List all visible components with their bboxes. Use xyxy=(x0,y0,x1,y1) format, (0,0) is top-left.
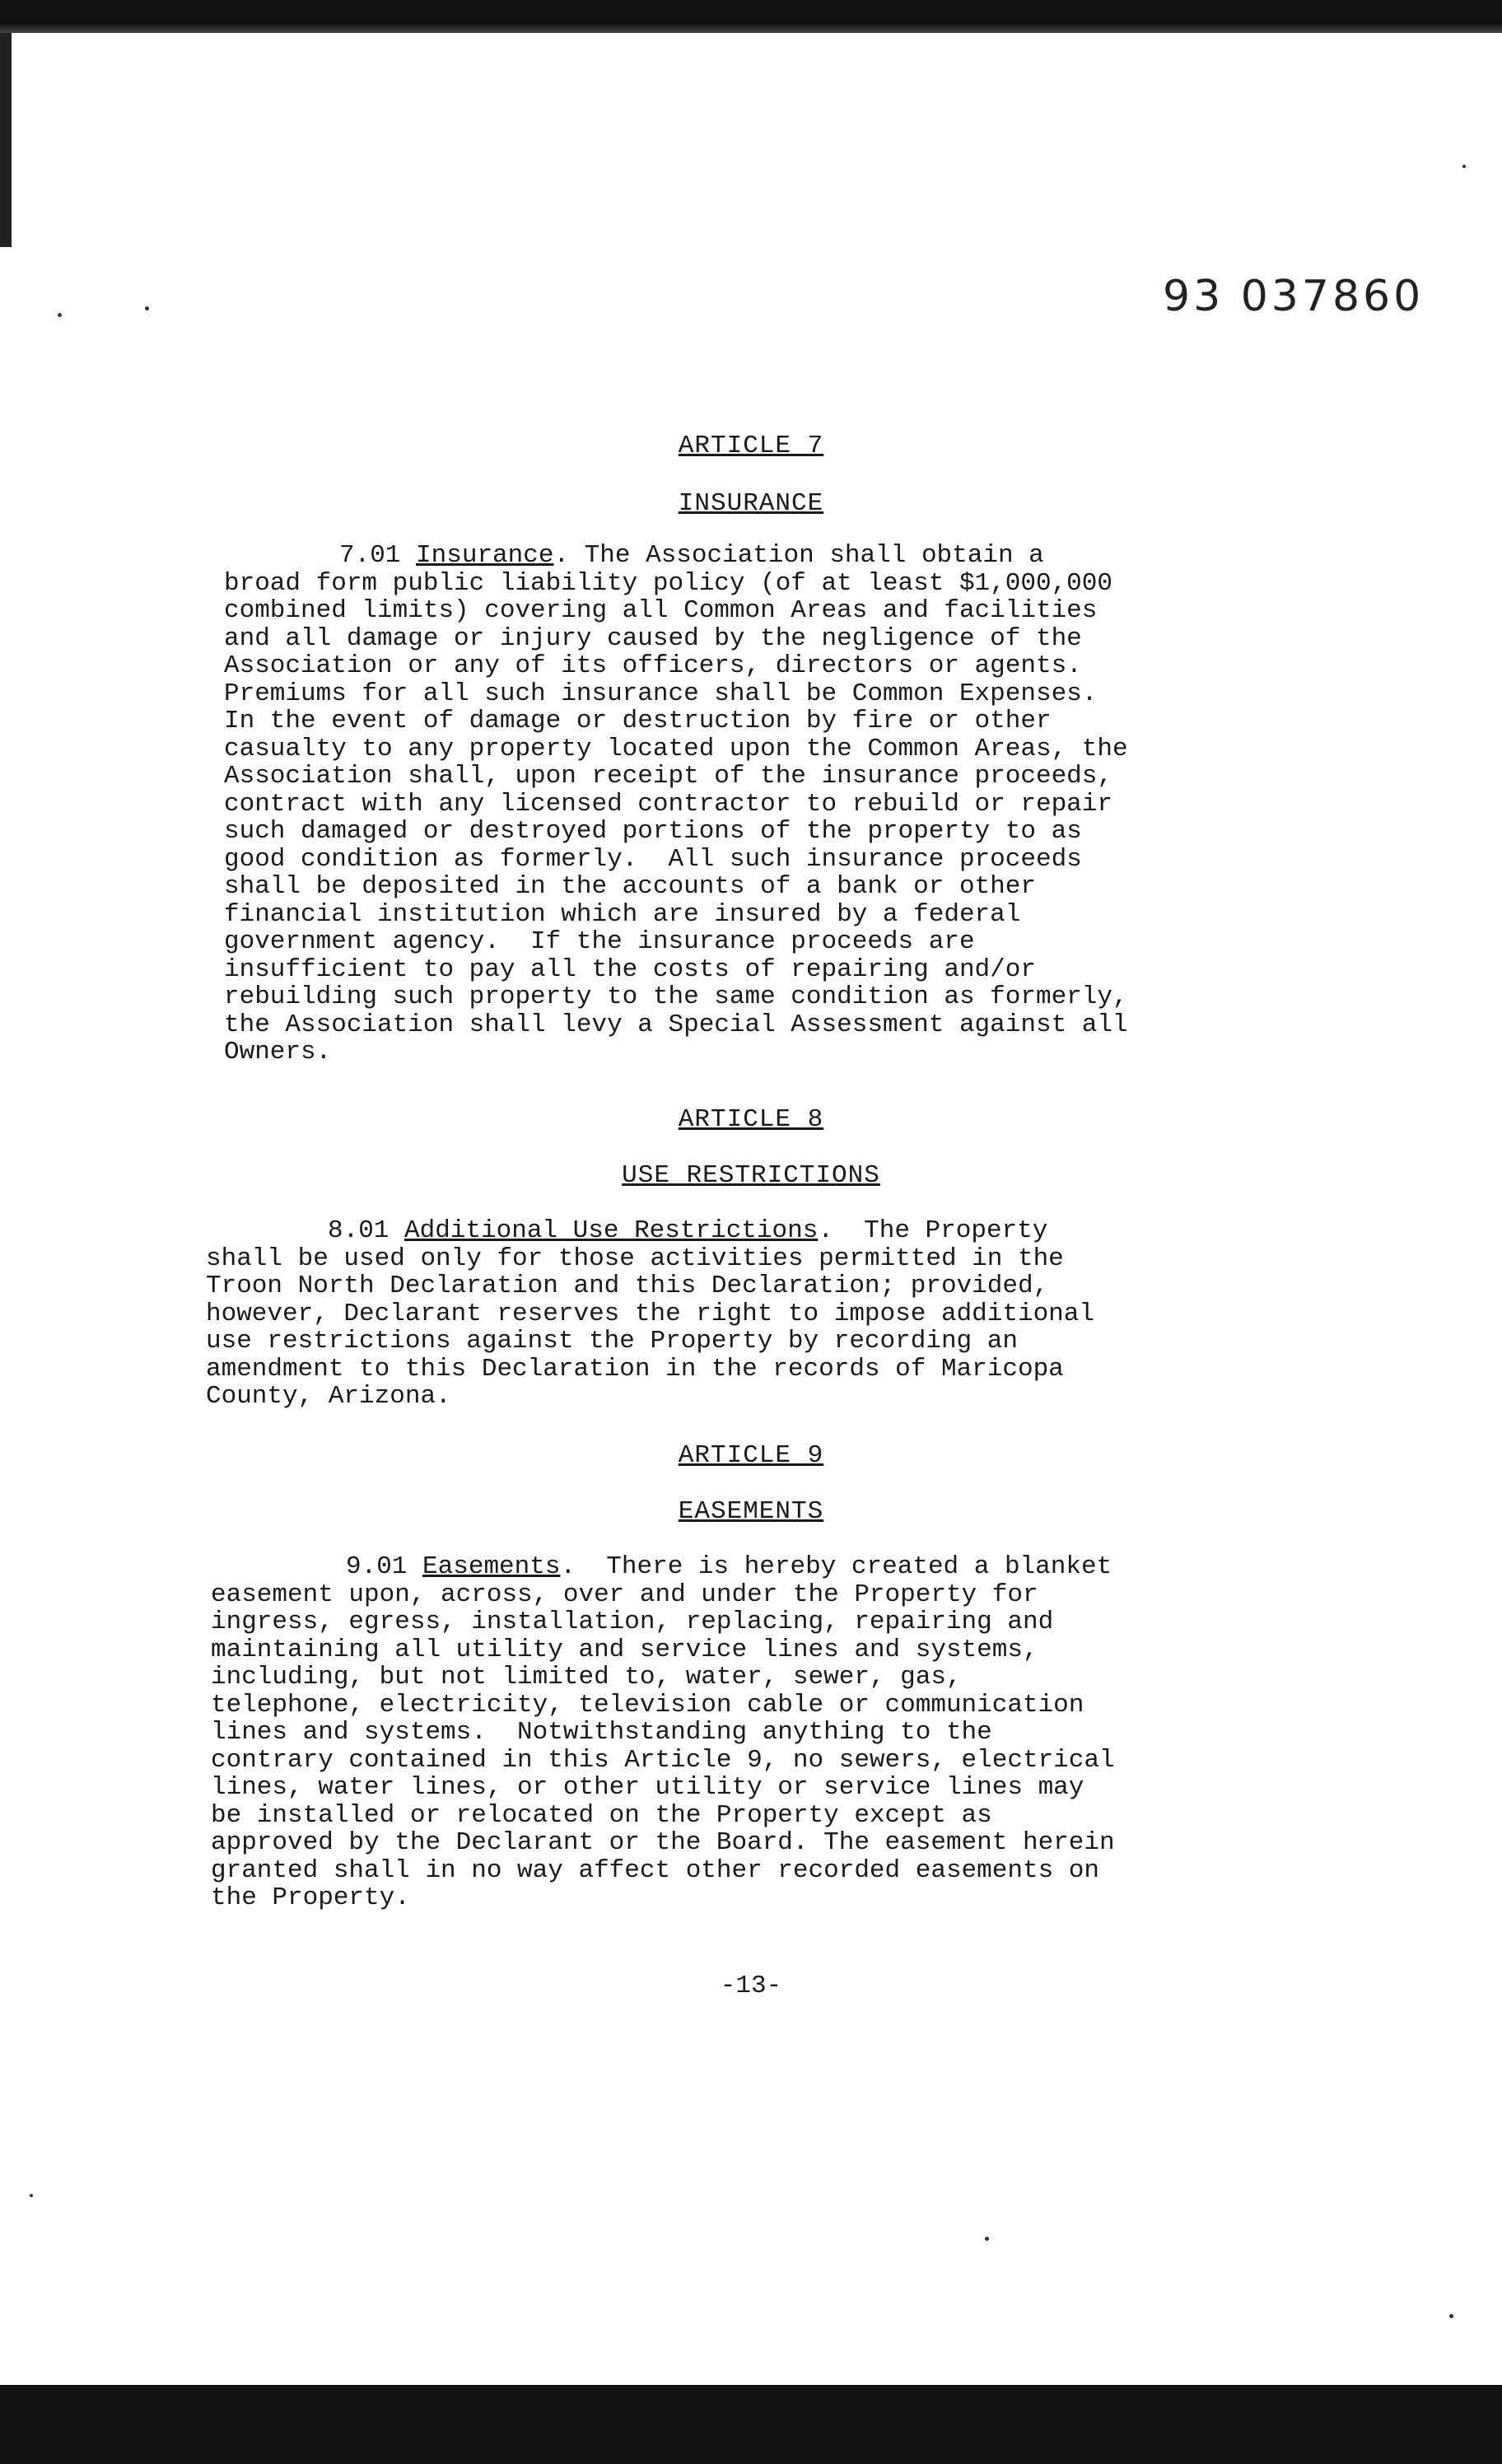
section-title: Easements xyxy=(422,1552,561,1581)
section-title: Additional Use Restrictions xyxy=(404,1216,819,1245)
section-8-01 xyxy=(206,1217,1094,1411)
section-9-01 xyxy=(211,1553,1115,1912)
article-7-subheading: INSURANCE xyxy=(678,489,824,518)
article-9-heading: ARTICLE 9 xyxy=(678,1441,824,1470)
article-7-heading: ARTICLE 7 xyxy=(678,432,824,460)
section-title: Insurance xyxy=(416,541,554,570)
scan-speck xyxy=(145,306,149,310)
scan-speck xyxy=(58,313,62,317)
scan-speck xyxy=(1462,165,1466,168)
scan-speck xyxy=(985,2237,989,2241)
page-number: -13- xyxy=(720,1972,782,2000)
section-number: 8.01 xyxy=(328,1216,389,1245)
scan-speck xyxy=(30,2194,33,2197)
document-number: 93 037860 xyxy=(1163,272,1425,321)
article-9-subheading: EASEMENTS xyxy=(678,1497,824,1526)
scan-edge-top xyxy=(0,0,1502,33)
section-number: 9.01 xyxy=(346,1552,408,1581)
section-text: . There is hereby created a blanket easement upon, across, over and under the Property for ingress, egress, installation, replacing, repairing and maintaining all utility and service lines and systems, including, but not limited to, water, sewer, gas, telephone, electricity, television cable or communication lines and systems. Notwithstanding anything to the contrary contained in this Article 9, no sewers, electrical lines, water lines, or other utility or service lines may be installed or relocated on the Property except as approved by the Declarant or the Board. The easement herein granted shall in no way affect other recorded easements on the Property. xyxy=(211,1552,1115,1912)
section-7-01 xyxy=(224,542,1128,1066)
section-text: . The Property shall be used only for those activities permitted in the Troon North Declaration and this Declaration; provided, however, Declarant reserves the right to impose additional use restrictions against the Property by recording an amendment to this Declaration in the records of Maricopa County, Arizona. xyxy=(206,1216,1094,1411)
scan-speck xyxy=(1449,2314,1453,2318)
scan-edge-left xyxy=(0,33,12,247)
article-8-heading: ARTICLE 8 xyxy=(678,1105,824,1134)
section-number: 7.01 xyxy=(339,541,401,570)
scan-edge-bottom xyxy=(0,2385,1502,2464)
article-8-subheading: USE RESTRICTIONS xyxy=(622,1161,880,1190)
section-text: . The Association shall obtain a broad form public liability policy (of at least $1,000,000 combined limits) covering all Common Areas and facilities and all damage or injury caused by the negligence of the Association or any of its officers, directors or agents. Premiums for all such insurance shall be Common Expenses. In the event of damage or destruction by fire or other casualty to any property located upon the Common Areas, the Association shall, upon receipt of the insurance proceeds, contract with any licensed contractor to rebuild or repair such damaged or destroyed portions of the property to as good condition as formerly. All such insurance proceeds shall be deposited in the accounts of a bank or other financial institution which are insured by a federal government agency. If the insurance proceeds are insufficient to pay all the costs of repairing and/or rebuilding such property to the same condition as formerly, the Association shall levy a Special Assessment against all Owners. xyxy=(224,541,1128,1066)
